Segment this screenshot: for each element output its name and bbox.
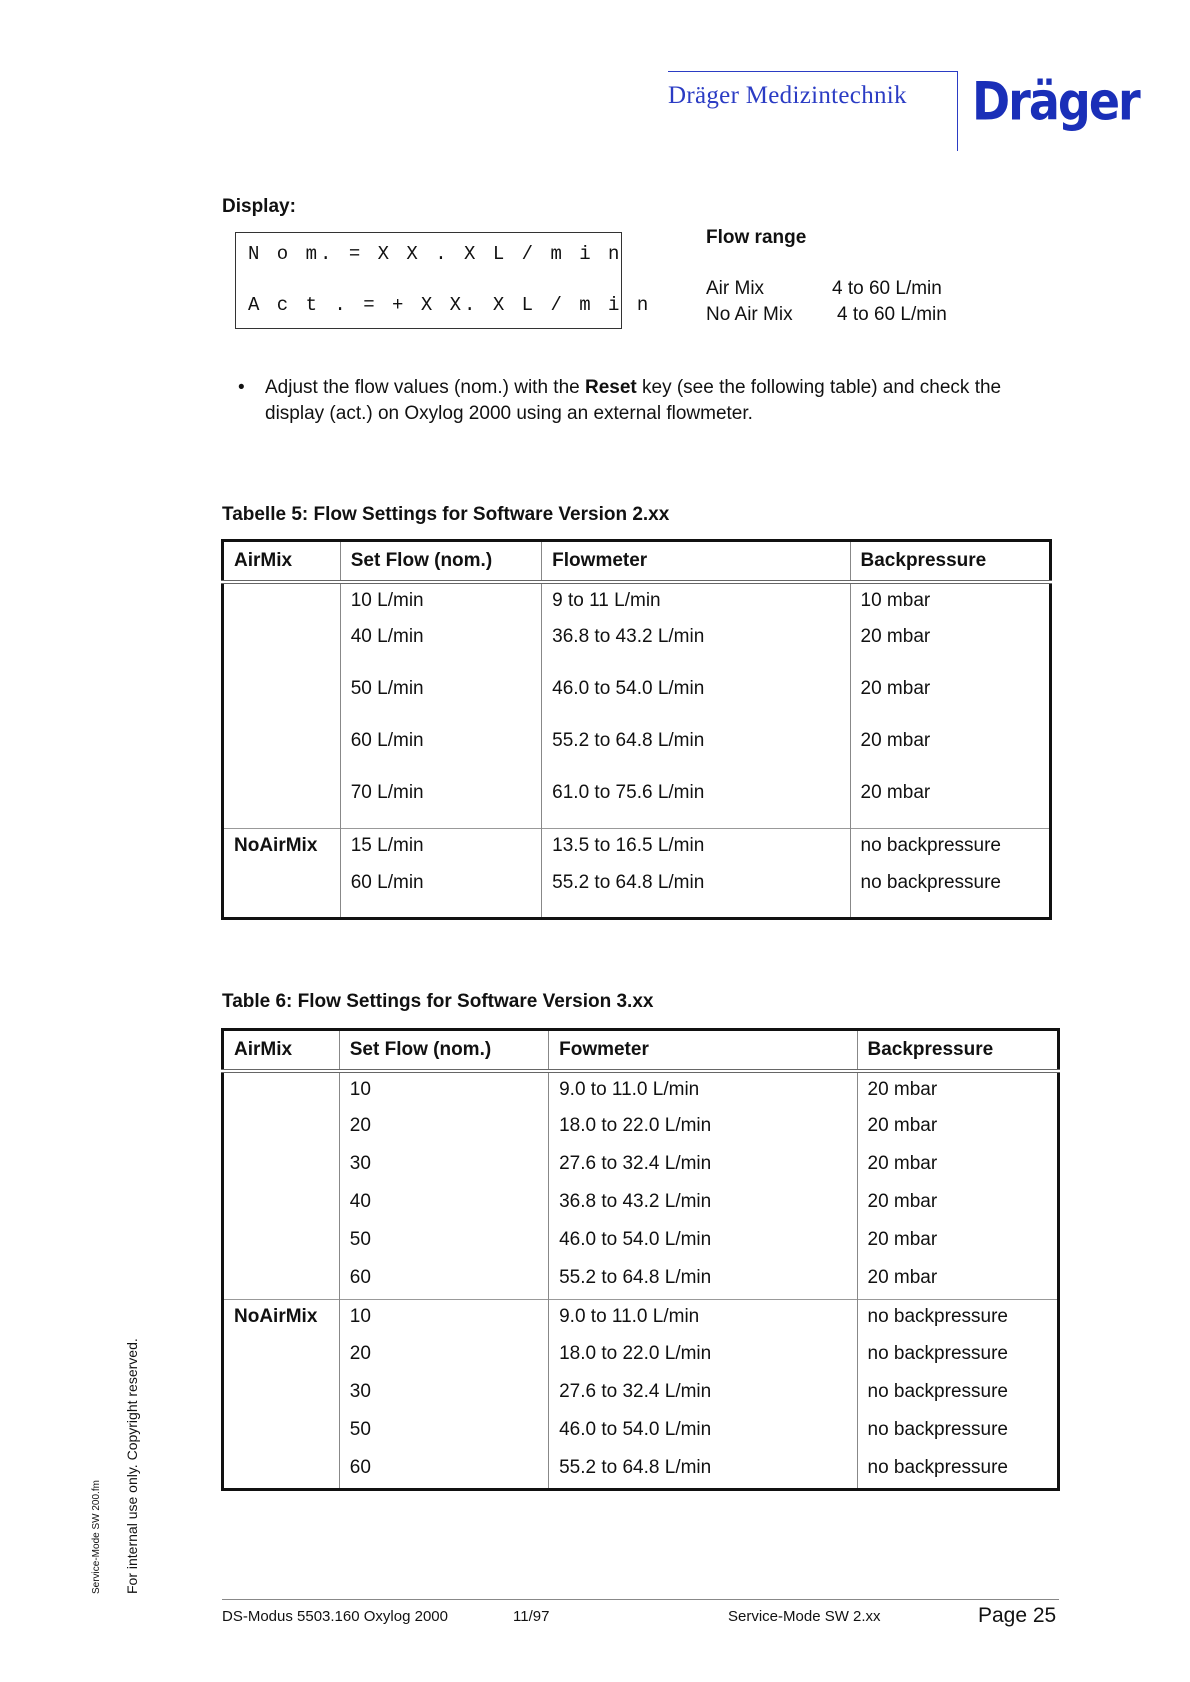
table-cell: 9 to 11 L/min xyxy=(542,582,850,620)
table-cell: 18.0 to 22.0 L/min xyxy=(549,1337,857,1375)
table-cell: 20 xyxy=(339,1109,548,1147)
drager-logo: Dräger xyxy=(972,70,1139,133)
group-label xyxy=(223,620,341,672)
header-rule xyxy=(668,71,958,72)
table-cell: 40 L/min xyxy=(340,620,541,672)
table-cell: 60 L/min xyxy=(340,866,541,918)
group-label xyxy=(223,1375,340,1413)
table-cell: 20 mbar xyxy=(850,776,1050,828)
column-header: AirMix xyxy=(223,1030,340,1072)
column-header: Fowmeter xyxy=(549,1030,857,1072)
table-cell: 20 mbar xyxy=(850,724,1050,776)
table-row xyxy=(223,1261,1059,1299)
table-cell: 55.2 to 64.8 L/min xyxy=(542,724,850,776)
table-header-row xyxy=(223,541,1051,583)
table-cell: 30 xyxy=(339,1147,548,1185)
group-label xyxy=(223,582,341,620)
table-cell: 50 xyxy=(339,1223,548,1261)
table-cell: 46.0 to 54.0 L/min xyxy=(549,1223,857,1261)
group-label xyxy=(223,1223,340,1261)
group-label xyxy=(223,724,341,776)
table-cell: 61.0 to 75.6 L/min xyxy=(542,776,850,828)
column-header: Set Flow (nom.) xyxy=(339,1030,548,1072)
table-cell: no backpressure xyxy=(850,866,1050,918)
table-cell: no backpressure xyxy=(857,1413,1059,1451)
flow-range-mode: Air Mix xyxy=(706,278,765,299)
instruction-line-1: Adjust the flow values (nom.) with the Reset key (see the following table) and check the xyxy=(265,377,1002,398)
footer-date: 11/97 xyxy=(513,1608,550,1625)
display-line-nominal: N o m. = X X . X L / m i n xyxy=(248,243,623,265)
table-cell: 20 mbar xyxy=(857,1223,1059,1261)
table-row xyxy=(223,866,1051,918)
table-row xyxy=(223,582,1051,620)
table-cell: 15 L/min xyxy=(340,828,541,866)
table-cell: 46.0 to 54.0 L/min xyxy=(549,1413,857,1451)
table-cell: 27.6 to 32.4 L/min xyxy=(549,1147,857,1185)
table-cell: 60 xyxy=(339,1261,548,1299)
table-cell: 20 mbar xyxy=(857,1071,1059,1109)
table-cell: no backpressure xyxy=(850,828,1050,866)
table-cell: 20 mbar xyxy=(850,672,1050,724)
table-cell: 9.0 to 11.0 L/min xyxy=(549,1071,857,1109)
table5-caption: Tabelle 5: Flow Settings for Software Version 2.xx xyxy=(222,504,670,525)
table-cell: 13.5 to 16.5 L/min xyxy=(542,828,850,866)
column-header: Backpressure xyxy=(857,1030,1059,1072)
footer-section: Service-Mode SW 2.xx xyxy=(728,1608,881,1625)
table-row xyxy=(223,1071,1059,1109)
page-number: Page 25 xyxy=(978,1604,1057,1627)
table-row xyxy=(223,1451,1059,1489)
table-cell: no backpressure xyxy=(857,1299,1059,1337)
table-row xyxy=(223,1337,1059,1375)
group-label xyxy=(223,776,341,828)
table-cell: 20 mbar xyxy=(857,1185,1059,1223)
table-cell: 27.6 to 32.4 L/min xyxy=(549,1375,857,1413)
table-row xyxy=(223,1413,1059,1451)
column-header: Set Flow (nom.) xyxy=(340,541,541,583)
group-label xyxy=(223,1413,340,1451)
table-cell: 55.2 to 64.8 L/min xyxy=(542,866,850,918)
table-cell: 55.2 to 64.8 L/min xyxy=(549,1261,857,1299)
group-label xyxy=(223,1261,340,1299)
group-label xyxy=(223,1147,340,1185)
column-header: Backpressure xyxy=(850,541,1050,583)
table-cell: 60 xyxy=(339,1451,548,1489)
table-row xyxy=(223,620,1051,672)
copyright-note: For internal use only. Copyright reserved. xyxy=(124,1338,140,1594)
table-row xyxy=(223,672,1051,724)
group-label: NoAirMix xyxy=(223,1299,340,1337)
footer-rule xyxy=(222,1599,1059,1600)
instruction-line-2: display (act.) on Oxylog 2000 using an external flowmeter. xyxy=(265,403,753,424)
table-row xyxy=(223,1223,1059,1261)
table-cell: 40 xyxy=(339,1185,548,1223)
table-row xyxy=(223,776,1051,828)
table-cell: 10 L/min xyxy=(340,582,541,620)
display-box xyxy=(235,232,652,329)
footer-doc: DS-Modus 5503.160 Oxylog 2000 xyxy=(222,1608,448,1625)
display-line-actual: A c t . = + X X. X L / m i n xyxy=(248,294,652,316)
header-divider xyxy=(957,71,958,151)
table-cell: 55.2 to 64.8 L/min xyxy=(549,1451,857,1489)
group-label xyxy=(223,1071,340,1109)
table-cell: no backpressure xyxy=(857,1375,1059,1413)
group-label xyxy=(223,866,341,918)
table-cell: 36.8 to 43.2 L/min xyxy=(549,1185,857,1223)
table-cell: 10 mbar xyxy=(850,582,1050,620)
table-cell: 30 xyxy=(339,1375,548,1413)
table-cell: no backpressure xyxy=(857,1337,1059,1375)
table5 xyxy=(221,539,1052,920)
table-cell: 60 L/min xyxy=(340,724,541,776)
company-name: Dräger Medizintechnik xyxy=(668,82,907,109)
table-row xyxy=(223,828,1051,866)
group-label: NoAirMix xyxy=(223,828,341,866)
table-cell: 20 mbar xyxy=(857,1147,1059,1185)
table-row xyxy=(223,1109,1059,1147)
flow-range-value: 4 to 60 L/min xyxy=(832,278,942,299)
table-row xyxy=(223,724,1051,776)
table-cell: 50 L/min xyxy=(340,672,541,724)
file-name: Service-Mode SW 200.fm xyxy=(91,1480,102,1594)
table-cell: 10 xyxy=(339,1299,548,1337)
group-label xyxy=(223,672,341,724)
table-cell: 50 xyxy=(339,1413,548,1451)
group-label xyxy=(223,1451,340,1489)
column-header: AirMix xyxy=(223,541,341,583)
table-cell: 20 xyxy=(339,1337,548,1375)
group-label xyxy=(223,1337,340,1375)
table6-caption: Table 6: Flow Settings for Software Version 3.xx xyxy=(222,991,654,1012)
table-cell: 9.0 to 11.0 L/min xyxy=(549,1299,857,1337)
table-cell: 20 mbar xyxy=(857,1109,1059,1147)
table-cell: no backpressure xyxy=(857,1451,1059,1489)
flow-range-title: Flow range xyxy=(706,227,807,248)
table-cell: 20 mbar xyxy=(850,620,1050,672)
display-label: Display: xyxy=(222,196,296,217)
table-cell: 46.0 to 54.0 L/min xyxy=(542,672,850,724)
flow-range-mode: No Air Mix xyxy=(706,304,793,325)
reset-key: Reset xyxy=(584,377,637,398)
table-header-row xyxy=(223,1030,1059,1072)
table-cell: 36.8 to 43.2 L/min xyxy=(542,620,850,672)
flow-range-value: 4 to 60 L/min xyxy=(837,304,947,325)
table-cell: 10 xyxy=(339,1071,548,1109)
table-row xyxy=(223,1299,1059,1337)
table-cell: 18.0 to 22.0 L/min xyxy=(549,1109,857,1147)
column-header: Flowmeter xyxy=(542,541,850,583)
table-row xyxy=(223,1185,1059,1223)
bullet: • xyxy=(238,377,245,398)
group-label xyxy=(223,1185,340,1223)
table-cell: 70 L/min xyxy=(340,776,541,828)
group-label xyxy=(223,1109,340,1147)
table6 xyxy=(221,1028,1060,1491)
table-cell: 20 mbar xyxy=(857,1261,1059,1299)
table-row xyxy=(223,1375,1059,1413)
table-row xyxy=(223,1147,1059,1185)
